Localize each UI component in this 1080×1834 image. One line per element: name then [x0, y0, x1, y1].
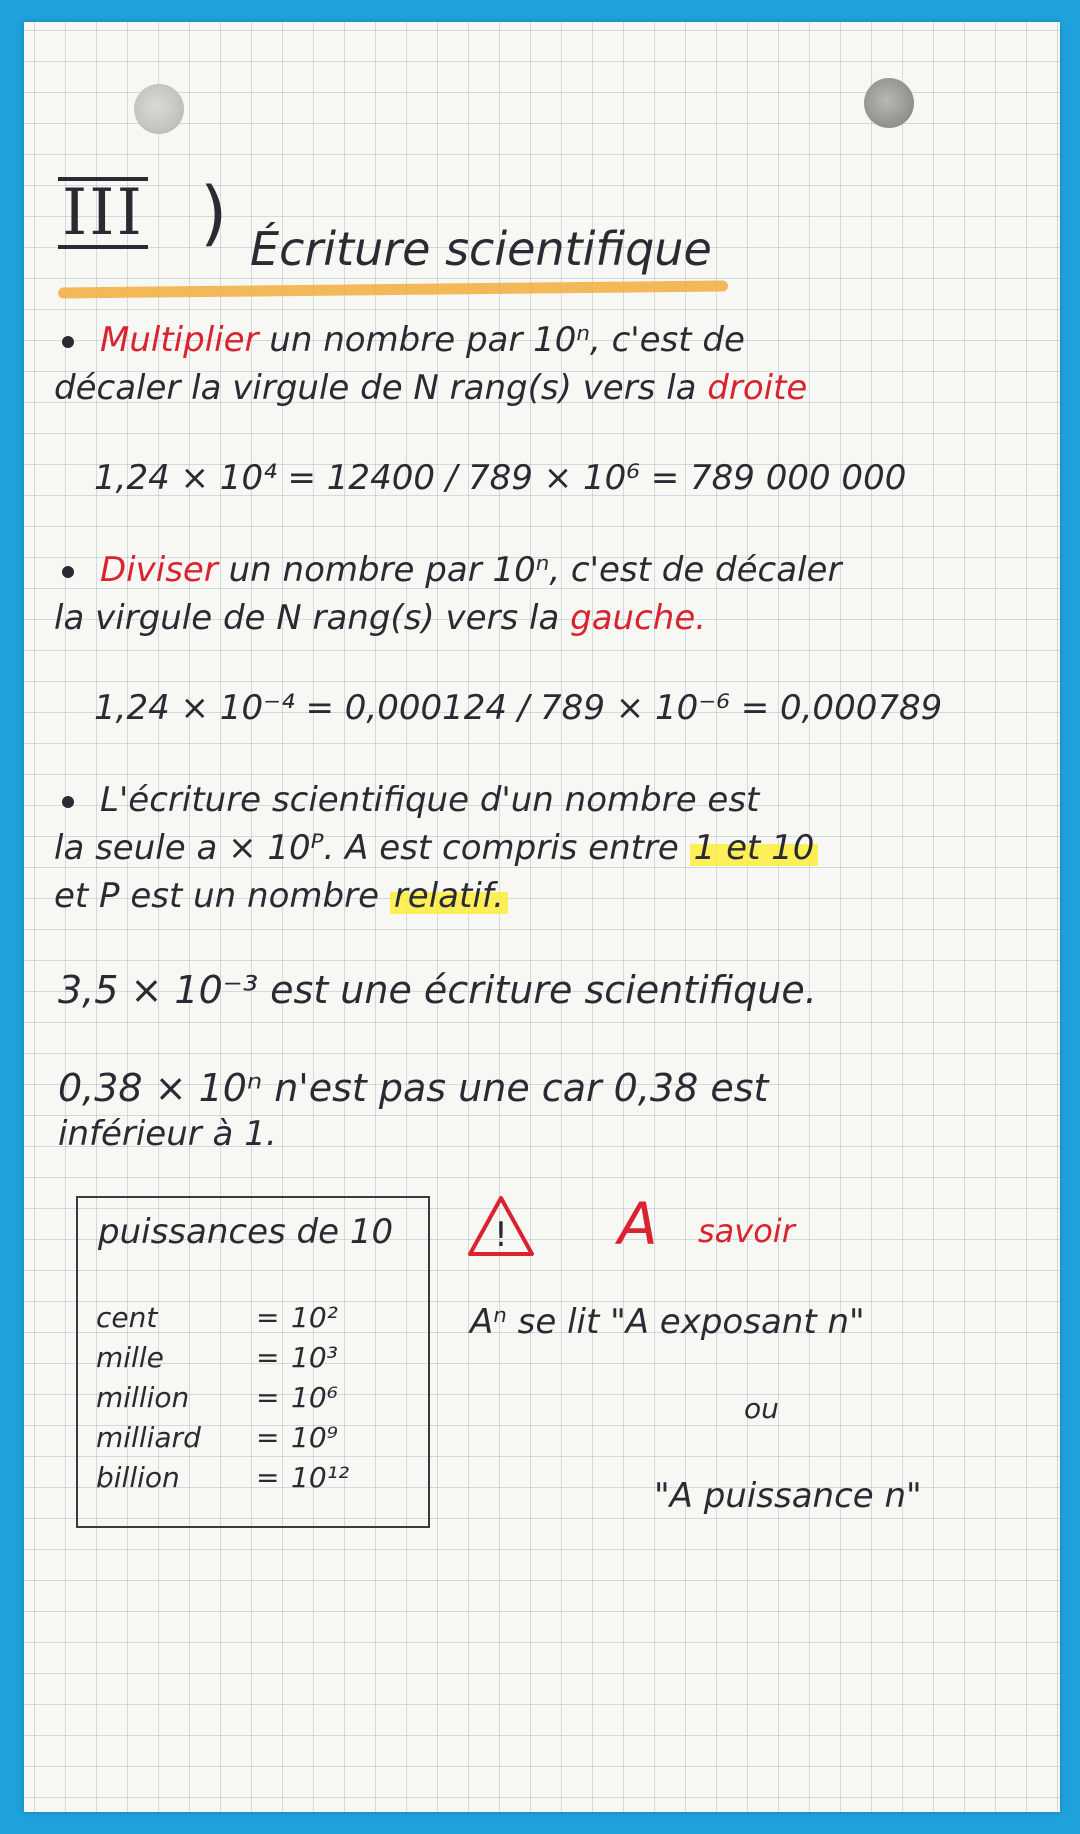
power-name: cent: [96, 1301, 158, 1334]
divide-example: 1,24 × 10⁻⁴ = 0,000124 / 789 × 10⁻⁶ = 0,000789: [94, 688, 943, 728]
highlight-relatif: relatif.: [390, 876, 508, 916]
divide-rule-line2: [54, 600, 706, 637]
scientific-example-2-line2: inférieur à 1.: [58, 1114, 277, 1154]
power-value: 10⁹: [291, 1421, 338, 1454]
multiply-rule-line2: [54, 370, 807, 407]
scientific-def-line3: [54, 878, 508, 915]
power-row: [86, 1298, 416, 1338]
power-value: 10¹²: [291, 1461, 350, 1494]
multiply-keyword: Multiplier: [100, 320, 259, 360]
power-equals: =: [256, 1341, 280, 1374]
powers-list: [86, 1298, 416, 1498]
power-name: mille: [96, 1341, 164, 1374]
a-savoir-letter: A: [618, 1190, 658, 1258]
punch-hole-right: [864, 78, 914, 128]
power-value: 10³: [291, 1341, 338, 1374]
bullet-icon: [62, 336, 74, 348]
power-value: 10⁶: [291, 1381, 338, 1414]
power-row: [86, 1378, 416, 1418]
power-value: 10²: [291, 1301, 338, 1334]
power-row: [86, 1338, 416, 1378]
power-equals: =: [256, 1301, 280, 1334]
warning-mark: !: [494, 1215, 508, 1255]
scientific-def-text2: la seule a × 10ᴾ. A est compris entre: [54, 828, 690, 868]
section-paren: ): [200, 172, 228, 254]
scientific-def-line2: [54, 830, 818, 867]
power-row: [86, 1458, 416, 1498]
power-row: [86, 1418, 416, 1458]
power-equals: =: [256, 1461, 280, 1494]
bullet-icon: [62, 796, 74, 808]
highlight-range: 1 et 10: [690, 828, 819, 868]
multiply-direction: droite: [707, 368, 808, 408]
powers-of-ten-box: [76, 1196, 430, 1528]
divide-rule-line1: [62, 552, 841, 589]
scientific-def-text3: et P est un nombre: [54, 876, 390, 916]
multiply-rule-text: un nombre par 10ⁿ, c'est de: [258, 320, 745, 360]
divide-rule-text2: la virgule de N rang(s) vers la: [54, 598, 571, 638]
multiply-rule-text2: décaler la virgule de N rang(s) vers la: [54, 368, 708, 408]
power-name: billion: [96, 1461, 180, 1494]
scientific-def-text1: L'écriture scientifique d'un nombre est: [100, 780, 760, 820]
section-title: Écriture scientifique: [250, 222, 712, 276]
powers-box-title: puissances de 10: [98, 1212, 394, 1252]
divide-keyword: Diviser: [100, 550, 218, 590]
punch-hole-left: [134, 84, 184, 134]
scientific-def-line1: [62, 782, 759, 819]
power-name: million: [96, 1381, 190, 1414]
title-highlight-underline: [58, 280, 728, 298]
divide-rule-text: un nombre par 10ⁿ, c'est de décaler: [217, 550, 842, 590]
exponent-reading-line2: "A puissance n": [654, 1476, 922, 1516]
exponent-reading-or: ou: [744, 1392, 779, 1425]
power-equals: =: [256, 1381, 280, 1414]
multiply-example: 1,24 × 10⁴ = 12400 / 789 × 10⁶ = 789 000 000: [94, 458, 907, 498]
multiply-rule-line1: [62, 322, 745, 359]
grid-paper-sheet: [24, 22, 1060, 1812]
exponent-reading-line1: Aⁿ se lit "A exposant n": [470, 1302, 865, 1342]
scientific-example-1: 3,5 × 10⁻³ est une écriture scientifique.: [58, 968, 817, 1012]
divide-direction: gauche.: [570, 598, 707, 638]
scientific-example-2-line1: 0,38 × 10ⁿ n'est pas une car 0,38 est: [58, 1066, 769, 1110]
power-equals: =: [256, 1421, 280, 1454]
warning-triangle-icon: [466, 1194, 536, 1258]
power-name: milliard: [96, 1421, 201, 1454]
bullet-icon: [62, 566, 74, 578]
section-numeral: III: [58, 177, 148, 249]
a-savoir-word: savoir: [698, 1212, 795, 1250]
